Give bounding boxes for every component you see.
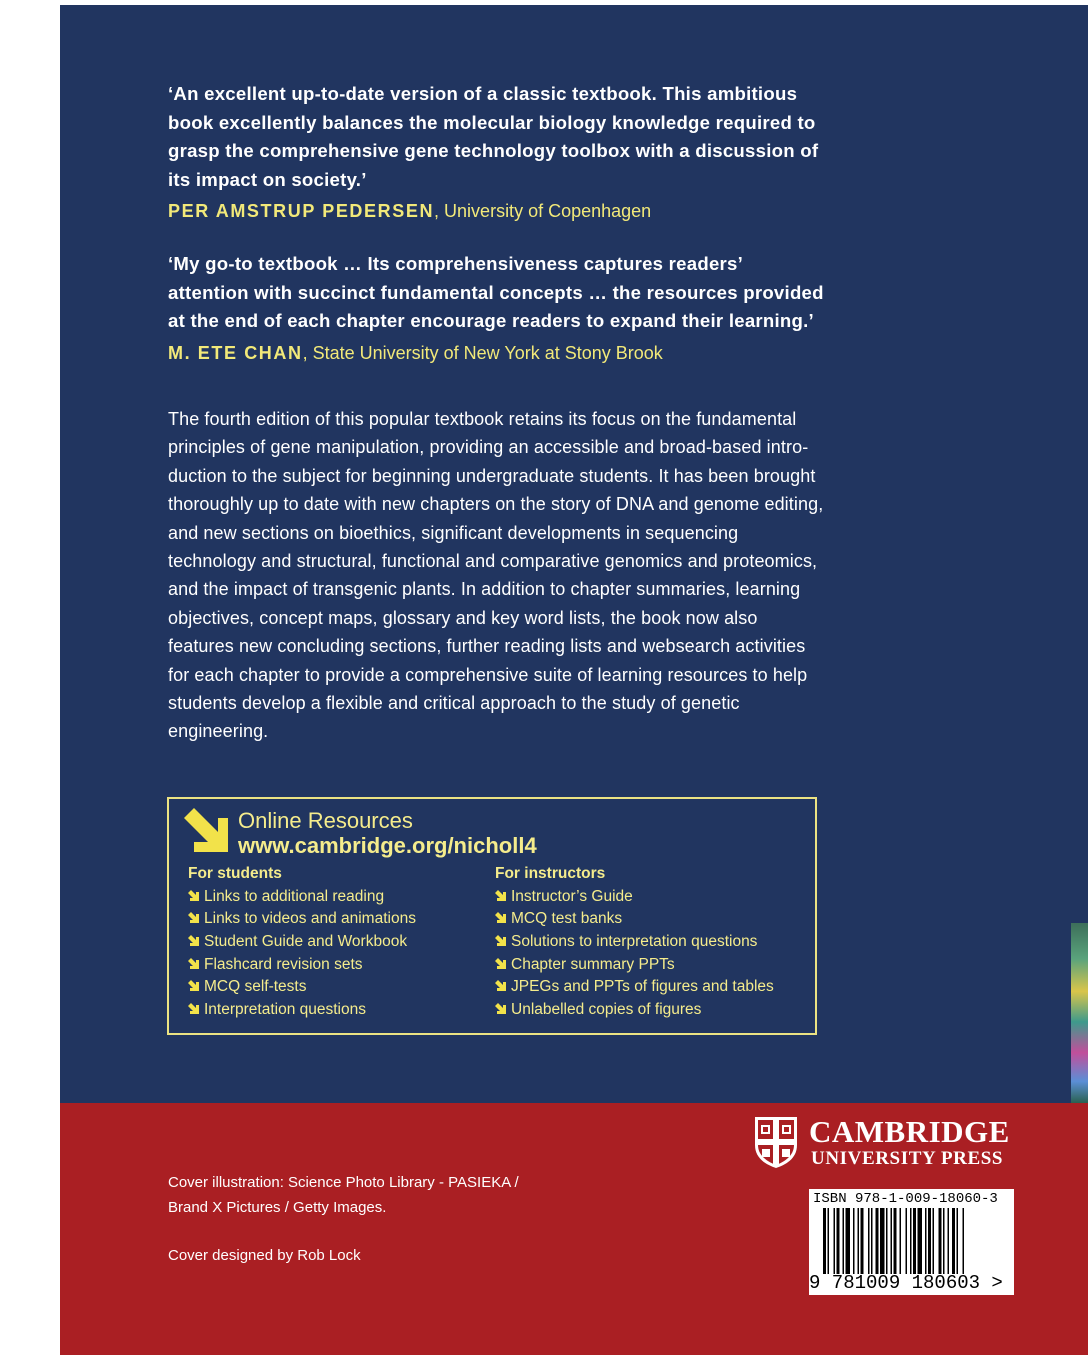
arrow-down-right-icon (495, 980, 507, 992)
quote-2-author: M. ETE CHAN (168, 343, 303, 363)
book-back-cover (60, 5, 1088, 1355)
publisher-subtitle: UNIVERSITY PRESS (811, 1148, 1004, 1169)
university-crest-icon (753, 1115, 799, 1169)
arrow-down-right-icon (188, 980, 200, 992)
quote-1-author: PER AMSTRUP PEDERSEN (168, 201, 435, 221)
instructors-resources-list (495, 863, 805, 1022)
list-item: Student Guide and Workbook (188, 931, 498, 954)
list-item: MCQ test banks (495, 908, 805, 931)
quote-1-affiliation: , University of Copenhagen (434, 201, 652, 221)
isbn-label: ISBN 978-1-009-18060-3 (813, 1191, 998, 1207)
list-item: JPEGs and PPTs of figures and tables (495, 976, 805, 999)
barcode-bars (823, 1208, 1005, 1274)
instructors-heading: For instructors (495, 865, 606, 882)
list-item: Chapter summary PPTs (495, 954, 805, 977)
book-description: The fourth edition of this popular textbook retains its focus on the fundamental principles of gene manipulation, providing an accessible and broad-based intro-duction to the subject for beginning undergraduate students. It has been brought thoroughly up to date with new chapters on the story of DNA and genome editing, and new sections on bioethics, significant developments in sequencing technology and structural, functional and comparative genomics and proteomics, and the impact of transgenic plants. In addition to chapter summaries, learning objectives, concept maps, glossary and key word lists, the book now also features new concluding sections, further reading lists and websearch activities for each chapter to provide a comprehensive suite of learning resources to help students develop a flexible and critical approach to the study of genetic engineering. (168, 409, 824, 742)
students-resources-list (188, 863, 498, 1022)
illustration-credit-line-2: Brand X Pictures / Getty Images. (168, 1199, 387, 1216)
designer-credit: Cover designed by Rob Lock (168, 1247, 361, 1264)
quote-2-attribution (168, 341, 848, 365)
arrow-down-right-icon (188, 912, 200, 924)
arrow-down-right-icon (184, 808, 232, 856)
quote-2-affiliation: , State University of New York at Stony Brook (302, 343, 663, 363)
quote-2-text: ‘My go-to textbook … Its comprehensiveness captures readers’ attention with succinct fundamental concepts … the resources provided at the end of each chapter encourage readers to expand their learning.’ (168, 253, 824, 331)
list-item: Flashcard revision sets (188, 954, 498, 977)
barcode-number: 9 781009 180603 > (809, 1272, 1003, 1294)
arrow-down-right-icon (188, 935, 200, 947)
online-resources-box (167, 797, 817, 1035)
arrow-down-right-icon (188, 890, 200, 902)
list-item: Unlabelled copies of figures (495, 999, 805, 1022)
arrow-down-right-icon (495, 912, 507, 924)
arrow-down-right-icon (188, 1003, 200, 1015)
quote-1-text: ‘An excellent up-to-date version of a classic textbook. This ambitious book excellently balances the molecular biology knowledge required to grasp the comprehensive gene technology toolbox with a discussion of its impact on society.’ (168, 83, 819, 190)
online-resources-url[interactable]: www.cambridge.org/nicholl4 (238, 833, 537, 858)
list-item: MCQ self-tests (188, 976, 498, 999)
cover-image-edge (1071, 923, 1088, 1103)
arrow-down-right-icon (495, 935, 507, 947)
publisher-name: CAMBRIDGE (809, 1114, 1010, 1149)
list-item: Links to videos and animations (188, 908, 498, 931)
arrow-down-right-icon (495, 1003, 507, 1015)
online-resources-title: Online Resources (238, 808, 413, 833)
illustration-credit-line-1: Cover illustration: Science Photo Library - PASIEKA / (168, 1174, 519, 1191)
arrow-down-right-icon (495, 890, 507, 902)
publisher-logo (753, 1115, 1053, 1177)
list-item: Links to additional reading (188, 886, 498, 909)
isbn-barcode (809, 1189, 1014, 1295)
list-item: Instructor’s Guide (495, 886, 805, 909)
list-item: Interpretation questions (188, 999, 498, 1022)
students-heading: For students (188, 865, 282, 882)
arrow-down-right-icon (495, 958, 507, 970)
quote-1-attribution (168, 199, 848, 223)
list-item: Solutions to interpretation questions (495, 931, 805, 954)
arrow-down-right-icon (188, 958, 200, 970)
